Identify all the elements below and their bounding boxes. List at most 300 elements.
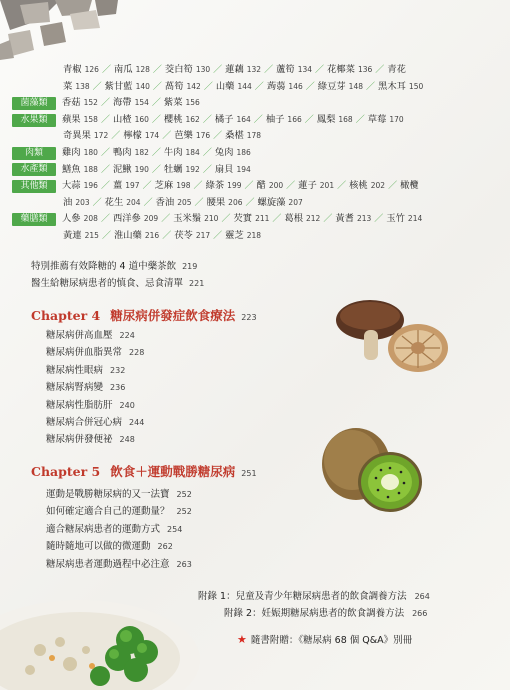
bonus-text: 隨書附贈：《糖尿病 68 個 Q&A》別冊 (250, 635, 413, 646)
food-name: 黃耆 (335, 213, 354, 225)
page-number: 174 (144, 131, 160, 141)
dried-herb-pieces-image (0, 0, 120, 60)
page-number: 252 (176, 490, 192, 499)
page-number: 202 (370, 181, 386, 191)
food-item[interactable] (155, 178, 191, 195)
food-name: 薑 (112, 180, 123, 192)
separator: ／ (202, 164, 212, 175)
food-name: 紫菜 (163, 97, 183, 109)
separator: ／ (254, 81, 264, 92)
page-number: 215 (84, 230, 99, 240)
food-item[interactable] (164, 162, 200, 179)
page-number: 150 (408, 81, 424, 91)
page-number: 262 (157, 542, 173, 552)
entry-text: 糖尿病併血脂異常 (46, 347, 123, 359)
separator: ／ (162, 230, 172, 241)
separator: ／ (213, 131, 223, 142)
special-entry-tea[interactable] (31, 258, 197, 272)
food-name: 奇異果 (63, 130, 91, 142)
food-item[interactable] (216, 79, 252, 96)
bonus-booklet-note (237, 632, 412, 646)
food-name: 靈芝 (225, 229, 244, 241)
food-item[interactable] (317, 112, 353, 129)
separator: ／ (193, 181, 203, 192)
food-item[interactable] (225, 62, 261, 79)
separator: ／ (221, 214, 231, 225)
page-number: 232 (110, 365, 126, 375)
separator: ／ (92, 81, 102, 92)
chapter-5-heading[interactable] (31, 462, 257, 480)
page-number: 264 (414, 592, 430, 601)
shiitake-mushroom-image (330, 296, 460, 386)
page-number: 221 (189, 279, 205, 288)
page-number: 201 (319, 181, 335, 191)
star-icon: ★ (237, 632, 247, 646)
page-number: 152 (83, 98, 98, 108)
food-item[interactable] (63, 79, 90, 96)
page-number: 219 (182, 262, 198, 271)
entry-text: 附錄 2：妊娠期糖尿病患者的飲食調養方法 (224, 608, 405, 619)
food-row (63, 62, 463, 79)
food-item[interactable] (284, 211, 320, 228)
food-name: 茭白筍 (164, 64, 193, 75)
separator: ／ (100, 98, 110, 109)
toc-entry[interactable] (46, 503, 192, 517)
page-number: 160 (134, 114, 149, 124)
food-item[interactable] (164, 145, 200, 162)
food-name: 紫甘藍 (104, 80, 133, 92)
food-item[interactable] (62, 145, 98, 162)
page-number: 176 (195, 131, 211, 141)
separator: ／ (100, 164, 110, 175)
separator: ／ (101, 230, 111, 241)
separator: ／ (100, 181, 110, 192)
entry-text: 糖尿病性眼病 (46, 364, 104, 376)
page-number: 172 (93, 131, 109, 141)
food-name: 菜 (63, 80, 73, 92)
food-item[interactable] (63, 128, 108, 145)
page-number: 130 (195, 65, 211, 74)
separator: ／ (355, 114, 365, 125)
entry-text: 糖尿病患者運動過程中必注意 (46, 558, 170, 570)
page-number: 164 (236, 114, 251, 124)
page-number: 217 (195, 230, 211, 240)
food-name: 花生 (104, 196, 124, 208)
page-number: 218 (246, 230, 262, 240)
category-label: 水果類 (12, 114, 56, 127)
toc-entry[interactable] (46, 379, 125, 393)
chapter-title: 糖尿病併發症飲食療法 (110, 308, 236, 323)
entry-text: 糖尿病併高血壓 (46, 330, 113, 341)
food-row (24, 145, 463, 162)
food-name: 芡實 (233, 213, 253, 225)
page-number: 142 (186, 81, 201, 91)
food-name: 核桃 (349, 180, 368, 192)
page-number: 184 (185, 147, 200, 157)
page-number: 200 (268, 181, 284, 191)
page-number: 166 (287, 114, 302, 124)
food-item[interactable] (215, 145, 251, 162)
food-item[interactable] (174, 228, 210, 245)
page-number: 178 (246, 131, 262, 141)
food-item[interactable] (62, 95, 98, 112)
toc-entry[interactable] (46, 538, 173, 552)
food-name: 蓮藕 (225, 64, 244, 75)
food-name: 螺旋藻 (257, 196, 286, 208)
food-item[interactable] (298, 178, 334, 195)
separator: ／ (305, 81, 315, 92)
page-number: 203 (75, 197, 90, 207)
food-name: 青花 (387, 64, 406, 75)
toc-entry[interactable] (46, 327, 135, 341)
food-name: 玉米鬚 (173, 213, 202, 225)
food-item[interactable] (349, 178, 385, 195)
food-name: 黑木耳 (378, 80, 406, 92)
food-name: 鱔魚 (62, 163, 81, 175)
page-number: 198 (176, 181, 191, 191)
food-item[interactable] (113, 112, 149, 129)
separator: ／ (375, 65, 385, 75)
separator: ／ (143, 197, 153, 208)
page-number: 140 (135, 81, 150, 91)
food-item[interactable] (105, 79, 150, 96)
page-number: 158 (83, 114, 98, 124)
food-name: 芭樂 (174, 130, 193, 142)
food-item[interactable] (164, 95, 200, 112)
separator: ／ (272, 214, 282, 225)
separator: ／ (337, 181, 347, 192)
food-name: 西洋參 (112, 213, 141, 225)
separator: ／ (101, 65, 111, 75)
food-name: 南瓜 (113, 64, 133, 75)
food-name: 油 (63, 196, 73, 208)
separator: ／ (388, 181, 398, 192)
food-name: 青椒 (63, 64, 82, 75)
food-name: 芝麻 (154, 180, 174, 192)
separator: ／ (152, 65, 162, 75)
category-label: 肉類 (12, 147, 56, 160)
page-number: 154 (134, 98, 149, 108)
page-number: 205 (177, 197, 192, 207)
food-item[interactable] (113, 178, 140, 195)
page-number: 263 (176, 559, 192, 569)
separator: ／ (323, 214, 333, 225)
food-name: 海帶 (112, 97, 132, 109)
page-number: 144 (237, 81, 252, 91)
page-number: 214 (407, 214, 423, 224)
food-item[interactable] (378, 79, 423, 96)
page-number: 213 (356, 214, 372, 224)
food-item[interactable] (258, 195, 303, 212)
food-name: 柚子 (265, 113, 285, 125)
food-name: 花椰菜 (327, 64, 355, 75)
food-item[interactable] (267, 79, 303, 96)
entry-text: 運動是戰勝糖尿病的又一法寶 (46, 489, 170, 500)
page-number: 170 (389, 114, 404, 124)
page-number: 138 (75, 81, 90, 91)
food-item[interactable] (173, 211, 218, 228)
food-item[interactable] (63, 228, 99, 245)
food-item[interactable] (225, 128, 261, 145)
page-number: 208 (83, 214, 98, 224)
food-name: 山藥 (215, 80, 235, 92)
page-number: 210 (204, 214, 219, 224)
page-number: 248 (119, 435, 135, 445)
page-number: 126 (84, 65, 99, 74)
food-name: 大蒜 (62, 180, 81, 192)
food-item[interactable] (165, 62, 210, 79)
food-item[interactable] (215, 162, 251, 179)
page-number: 136 (357, 65, 373, 74)
toc-entry[interactable] (46, 414, 144, 428)
page-number: 168 (338, 114, 353, 124)
toc-entry[interactable] (46, 344, 144, 358)
food-item[interactable] (113, 145, 149, 162)
separator: ／ (151, 164, 161, 175)
food-item[interactable] (327, 62, 372, 79)
separator: ／ (161, 214, 171, 225)
separator: ／ (286, 181, 296, 192)
page-number: 223 (241, 313, 257, 322)
page-number: 132 (246, 65, 262, 74)
page-number: 188 (83, 164, 98, 174)
food-name: 桑椹 (225, 130, 244, 142)
separator: ／ (304, 114, 314, 125)
food-name: 雞肉 (62, 146, 81, 158)
category-label: 菌藻類 (12, 97, 56, 110)
page-number: 146 (288, 81, 303, 91)
entry-text: 糖尿病腎病變 (46, 382, 104, 394)
food-name: 草莓 (367, 113, 387, 125)
separator: ／ (100, 147, 110, 158)
food-name: 香菇 (62, 97, 81, 109)
food-name: 黃連 (63, 229, 82, 241)
food-item[interactable] (62, 112, 98, 129)
food-row (63, 128, 463, 145)
page-number: 236 (110, 383, 126, 393)
food-name: 櫻桃 (163, 113, 183, 125)
page-number: 244 (129, 418, 145, 427)
separator: ／ (162, 131, 172, 142)
food-name: 綠豆芽 (317, 80, 346, 92)
food-name: 萵筍 (164, 80, 184, 92)
food-item[interactable] (165, 79, 201, 96)
food-item[interactable] (318, 79, 363, 96)
food-row (20, 178, 463, 195)
toc-entry[interactable] (46, 362, 125, 376)
food-category-list (20, 62, 463, 245)
food-item[interactable] (113, 162, 149, 179)
food-name: 牛肉 (163, 146, 183, 158)
page-number: 128 (135, 65, 150, 74)
food-item[interactable] (164, 112, 200, 129)
entry-text: 如何確定適合自己的運動量？ (46, 506, 170, 518)
food-name: 山楂 (112, 113, 132, 125)
food-item[interactable] (400, 178, 419, 195)
entry-text: 適合糖尿病患者的運動方式 (46, 523, 161, 535)
food-name: 蒟蒻 (266, 80, 286, 92)
page-number: 207 (288, 197, 303, 207)
food-item[interactable] (225, 228, 261, 245)
page-number: 180 (83, 147, 98, 157)
separator: ／ (213, 230, 223, 241)
food-name: 葛根 (284, 213, 304, 225)
food-name: 扇貝 (214, 163, 234, 175)
food-name: 檸檬 (123, 130, 142, 142)
food-row (63, 79, 463, 96)
food-name: 鳳梨 (316, 113, 336, 125)
separator: ／ (152, 81, 162, 92)
food-name: 鴨肉 (112, 146, 132, 158)
food-item[interactable] (105, 195, 141, 212)
separator: ／ (202, 147, 212, 158)
food-item[interactable] (257, 178, 284, 195)
food-item[interactable] (276, 62, 312, 79)
food-item[interactable] (62, 211, 98, 228)
separator: ／ (253, 114, 263, 125)
food-name: 人參 (62, 213, 81, 225)
food-item[interactable] (63, 62, 99, 79)
food-name: 玉竹 (386, 213, 405, 225)
food-item[interactable] (215, 112, 251, 129)
separator: ／ (100, 214, 110, 225)
appendix-1[interactable] (198, 588, 430, 602)
page-number: 194 (236, 164, 251, 174)
food-row (63, 195, 463, 212)
separator: ／ (374, 214, 384, 225)
page-number: 162 (185, 114, 200, 124)
toc-entry[interactable] (46, 431, 135, 445)
food-item[interactable] (387, 62, 406, 79)
food-name: 蘆筍 (276, 64, 295, 75)
chapter-label: Chapter 5 (31, 464, 101, 479)
separator: ／ (264, 65, 274, 75)
page-number: 192 (185, 164, 200, 174)
page-number: 148 (348, 81, 363, 91)
page-number: 251 (241, 469, 257, 478)
toc-entry[interactable] (46, 556, 192, 570)
food-item[interactable] (386, 211, 422, 228)
food-item[interactable] (207, 195, 243, 212)
page-number: 199 (227, 181, 242, 191)
food-item[interactable] (113, 211, 158, 228)
food-item[interactable] (62, 162, 98, 179)
food-row (20, 162, 463, 179)
kiwi-fruit-image (318, 420, 428, 520)
food-item[interactable] (123, 128, 159, 145)
food-name: 茯苓 (174, 229, 193, 241)
entry-text: 糖尿病性脂肪肝 (46, 399, 113, 411)
separator: ／ (111, 131, 121, 142)
page-number: 211 (255, 214, 270, 224)
chapter-4-heading[interactable] (31, 306, 257, 324)
special-entry-food-list[interactable] (31, 275, 204, 289)
food-item[interactable] (335, 211, 371, 228)
page-number: 224 (119, 331, 135, 340)
page-number: 212 (306, 214, 321, 224)
food-item[interactable] (63, 195, 90, 212)
toc-entry[interactable] (46, 486, 192, 500)
page-number: 216 (144, 230, 160, 240)
page-number: 186 (236, 147, 251, 157)
page-number: 209 (143, 214, 159, 224)
separator: ／ (213, 65, 223, 75)
page-number: 190 (134, 164, 149, 174)
separator: ／ (202, 114, 212, 125)
separator: ／ (366, 81, 376, 92)
separator: ／ (315, 65, 325, 75)
food-name: 牡蠣 (163, 163, 183, 175)
entry-text: 醫生給糖尿病患者的慎食、忌食清單 (31, 278, 184, 289)
page-number: 156 (185, 98, 200, 108)
category-label: 藥膳類 (12, 213, 56, 226)
food-name: 橄欖 (400, 180, 419, 192)
food-item[interactable] (206, 178, 242, 195)
food-item[interactable] (62, 178, 98, 195)
food-name: 蘋果 (62, 113, 81, 125)
separator: ／ (151, 114, 161, 125)
food-item[interactable] (156, 195, 192, 212)
page-number: 134 (297, 65, 313, 74)
page-number: 196 (83, 181, 98, 191)
entry-text: 隨時隨地可以做的微運動 (46, 541, 151, 553)
separator: ／ (244, 181, 254, 192)
page-number: 228 (129, 348, 145, 358)
separator: ／ (100, 114, 110, 125)
food-item[interactable] (368, 112, 404, 129)
food-name: 兔肉 (214, 146, 234, 158)
food-row (20, 211, 463, 228)
page-number: 254 (167, 524, 183, 534)
page-number: 240 (119, 400, 135, 410)
category-label: 水產類 (12, 163, 56, 176)
entry-text: 特別推薦有效降糖的 4 道中藥茶飲 (31, 261, 177, 272)
porridge-bowl-image (0, 580, 200, 690)
food-name: 蓮子 (298, 180, 317, 192)
food-name: 橘子 (214, 113, 234, 125)
food-name: 香油 (155, 196, 175, 208)
food-item[interactable] (114, 62, 150, 79)
separator: ／ (194, 197, 204, 208)
separator: ／ (142, 181, 152, 192)
food-name: 醋 (256, 180, 266, 192)
separator: ／ (151, 98, 161, 109)
food-item[interactable] (113, 95, 149, 112)
food-item[interactable] (114, 228, 159, 245)
chapter-label: Chapter 4 (31, 308, 101, 323)
chapter-title: 飲食＋運動戰勝糖尿病 (110, 464, 236, 479)
food-item[interactable] (266, 112, 302, 129)
food-name: 綠茶 (205, 180, 225, 192)
page-number: 197 (125, 181, 140, 191)
page-number: 182 (134, 147, 149, 157)
food-item[interactable] (233, 211, 269, 228)
entry-text: 糖尿病併發便祕 (46, 434, 113, 446)
page-number: 206 (228, 197, 243, 207)
category-label: 其他類 (12, 180, 56, 193)
food-name: 淮山藥 (113, 229, 142, 241)
appendix-2[interactable] (224, 605, 427, 619)
toc-entry[interactable] (46, 521, 182, 535)
food-row (63, 228, 463, 245)
food-name: 腰果 (206, 196, 226, 208)
food-row (20, 95, 463, 112)
food-name: 泥鰍 (112, 163, 132, 175)
separator: ／ (245, 197, 255, 208)
food-item[interactable] (174, 128, 210, 145)
toc-entry[interactable] (46, 397, 135, 411)
food-row (20, 112, 463, 129)
